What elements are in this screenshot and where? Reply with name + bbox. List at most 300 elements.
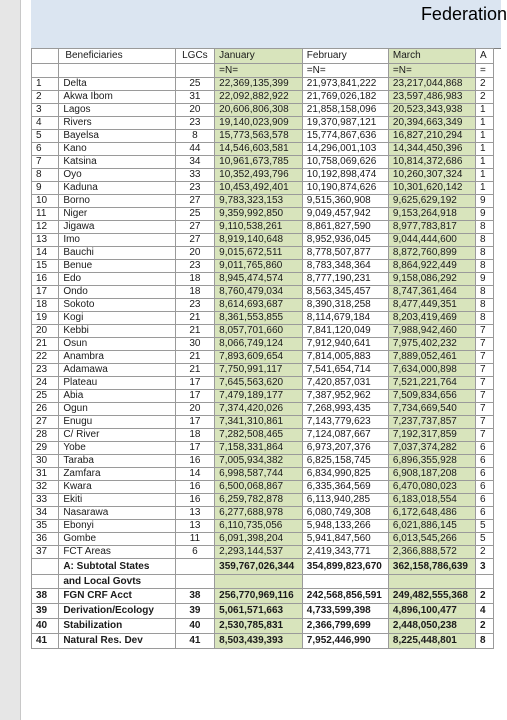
- row-index[interactable]: 3: [32, 104, 59, 117]
- april-amount[interactable]: 7: [476, 429, 494, 442]
- lgc-count[interactable]: 6: [175, 546, 214, 559]
- beneficiary-name[interactable]: Yobe: [59, 442, 175, 455]
- row-index[interactable]: 33: [32, 494, 59, 507]
- april-amount[interactable]: 6: [476, 455, 494, 468]
- beneficiary-name[interactable]: Ondo: [59, 286, 175, 299]
- unit-march[interactable]: =N=: [388, 64, 475, 78]
- beneficiary-name[interactable]: Ekiti: [59, 494, 175, 507]
- lgc-count[interactable]: 44: [175, 143, 214, 156]
- february-amount[interactable]: 4,733,599,398: [302, 604, 388, 619]
- row-index[interactable]: 38: [32, 589, 59, 604]
- march-amount[interactable]: 10,814,372,686: [388, 156, 475, 169]
- january-amount[interactable]: 6,998,587,744: [215, 468, 303, 481]
- february-amount[interactable]: 9,515,360,908: [302, 195, 388, 208]
- beneficiary-name[interactable]: Kaduna: [59, 182, 175, 195]
- row-index[interactable]: 40: [32, 619, 59, 634]
- april-amount[interactable]: 8: [476, 234, 494, 247]
- march-amount[interactable]: 9,158,086,292: [388, 273, 475, 286]
- february-amount[interactable]: 8,783,348,364: [302, 260, 388, 273]
- february-amount[interactable]: 7,841,120,049: [302, 325, 388, 338]
- march-amount[interactable]: 2,448,050,238: [388, 619, 475, 634]
- february-amount[interactable]: 6,080,749,308: [302, 507, 388, 520]
- lgc-count[interactable]: 18: [175, 429, 214, 442]
- march-amount[interactable]: 8,872,760,899: [388, 247, 475, 260]
- march-amount[interactable]: 7,509,834,656: [388, 390, 475, 403]
- january-amount[interactable]: 9,359,992,850: [215, 208, 303, 221]
- april-amount[interactable]: 8: [476, 312, 494, 325]
- lgc-count[interactable]: 17: [175, 416, 214, 429]
- lgc-count[interactable]: 16: [175, 455, 214, 468]
- january-amount[interactable]: 8,919,140,648: [215, 234, 303, 247]
- row-index[interactable]: 2: [32, 91, 59, 104]
- january-amount[interactable]: 8,945,474,574: [215, 273, 303, 286]
- january-amount[interactable]: 9,783,323,153: [215, 195, 303, 208]
- row-index[interactable]: 35: [32, 520, 59, 533]
- subtotal-january[interactable]: 359,767,026,344: [215, 559, 303, 575]
- april-amount[interactable]: 6: [476, 507, 494, 520]
- january-amount[interactable]: 8,361,553,855: [215, 312, 303, 325]
- february-amount[interactable]: 5,941,847,560: [302, 533, 388, 546]
- row-index[interactable]: 28: [32, 429, 59, 442]
- row-index[interactable]: 30: [32, 455, 59, 468]
- beneficiary-name[interactable]: Borno: [59, 195, 175, 208]
- january-amount[interactable]: 7,374,420,026: [215, 403, 303, 416]
- beneficiary-name[interactable]: Imo: [59, 234, 175, 247]
- january-amount[interactable]: 6,500,068,867: [215, 481, 303, 494]
- march-amount[interactable]: 8,203,419,469: [388, 312, 475, 325]
- february-amount[interactable]: 7,952,446,990: [302, 634, 388, 649]
- row-index[interactable]: 25: [32, 390, 59, 403]
- beneficiary-name[interactable]: Lagos: [59, 104, 175, 117]
- header-january[interactable]: January: [215, 49, 303, 64]
- march-amount[interactable]: 7,521,221,764: [388, 377, 475, 390]
- row-index[interactable]: 31: [32, 468, 59, 481]
- row-index[interactable]: 20: [32, 325, 59, 338]
- beneficiary-name[interactable]: Plateau: [59, 377, 175, 390]
- march-amount[interactable]: 9,153,264,918: [388, 208, 475, 221]
- january-amount[interactable]: 8,760,479,034: [215, 286, 303, 299]
- january-amount[interactable]: 19,140,023,909: [215, 117, 303, 130]
- row-index[interactable]: 16: [32, 273, 59, 286]
- april-amount[interactable]: 2: [476, 546, 494, 559]
- lgc-count[interactable]: 39: [175, 604, 214, 619]
- march-amount[interactable]: 14,344,450,396: [388, 143, 475, 156]
- subtotal-march-2[interactable]: [388, 575, 475, 589]
- march-amount[interactable]: 6,470,080,023: [388, 481, 475, 494]
- february-amount[interactable]: 8,390,318,258: [302, 299, 388, 312]
- lgc-count[interactable]: 34: [175, 156, 214, 169]
- lgc-count[interactable]: 40: [175, 619, 214, 634]
- lgc-count[interactable]: 23: [175, 182, 214, 195]
- beneficiary-name[interactable]: Gombe: [59, 533, 175, 546]
- beneficiary-name[interactable]: Bayelsa: [59, 130, 175, 143]
- april-amount[interactable]: 7: [476, 403, 494, 416]
- march-amount[interactable]: 2,366,888,572: [388, 546, 475, 559]
- row-index[interactable]: 17: [32, 286, 59, 299]
- march-amount[interactable]: 8,977,783,817: [388, 221, 475, 234]
- january-amount[interactable]: 8,057,701,660: [215, 325, 303, 338]
- january-amount[interactable]: 6,259,782,878: [215, 494, 303, 507]
- beneficiary-name[interactable]: Jigawa: [59, 221, 175, 234]
- february-amount[interactable]: 6,113,940,285: [302, 494, 388, 507]
- april-amount[interactable]: 1: [476, 130, 494, 143]
- header-april[interactable]: A: [476, 49, 494, 64]
- lgc-count[interactable]: 23: [175, 260, 214, 273]
- january-amount[interactable]: 8,066,749,124: [215, 338, 303, 351]
- february-amount[interactable]: 10,190,874,626: [302, 182, 388, 195]
- march-amount[interactable]: 6,908,187,208: [388, 468, 475, 481]
- row-index[interactable]: 11: [32, 208, 59, 221]
- row-index[interactable]: 41: [32, 634, 59, 649]
- april-amount[interactable]: 2: [476, 78, 494, 91]
- beneficiary-name[interactable]: Stabilization: [59, 619, 175, 634]
- january-amount[interactable]: 8,503,439,393: [215, 634, 303, 649]
- february-amount[interactable]: 8,952,936,045: [302, 234, 388, 247]
- subtotal-index[interactable]: [32, 559, 59, 575]
- row-index[interactable]: 27: [32, 416, 59, 429]
- january-amount[interactable]: 5,061,571,663: [215, 604, 303, 619]
- april-amount[interactable]: 9: [476, 208, 494, 221]
- april-amount[interactable]: 2: [476, 619, 494, 634]
- march-amount[interactable]: 7,634,000,898: [388, 364, 475, 377]
- row-index[interactable]: 8: [32, 169, 59, 182]
- march-amount[interactable]: 4,896,100,477: [388, 604, 475, 619]
- lgc-count[interactable]: 20: [175, 104, 214, 117]
- lgc-count[interactable]: 21: [175, 364, 214, 377]
- january-amount[interactable]: 9,011,765,860: [215, 260, 303, 273]
- february-amount[interactable]: 15,774,867,636: [302, 130, 388, 143]
- march-amount[interactable]: 6,896,355,928: [388, 455, 475, 468]
- january-amount[interactable]: 9,110,538,261: [215, 221, 303, 234]
- header-lgcs[interactable]: LGCs: [175, 49, 214, 64]
- beneficiary-name[interactable]: Niger: [59, 208, 175, 221]
- lgc-count[interactable]: 11: [175, 533, 214, 546]
- january-amount[interactable]: 7,645,563,620: [215, 377, 303, 390]
- row-index[interactable]: 14: [32, 247, 59, 260]
- february-amount[interactable]: 8,777,190,231: [302, 273, 388, 286]
- february-amount[interactable]: 2,419,343,771: [302, 546, 388, 559]
- january-amount[interactable]: 22,369,135,399: [215, 78, 303, 91]
- april-amount[interactable]: 6: [476, 481, 494, 494]
- beneficiary-name[interactable]: FCT Areas: [59, 546, 175, 559]
- march-amount[interactable]: 6,021,886,145: [388, 520, 475, 533]
- row-index[interactable]: 13: [32, 234, 59, 247]
- lgc-count[interactable]: 25: [175, 208, 214, 221]
- lgc-count[interactable]: 21: [175, 312, 214, 325]
- march-amount[interactable]: 7,975,402,232: [388, 338, 475, 351]
- march-amount[interactable]: 10,260,307,324: [388, 169, 475, 182]
- lgc-count[interactable]: 13: [175, 507, 214, 520]
- lgc-count[interactable]: 25: [175, 78, 214, 91]
- january-amount[interactable]: 7,282,508,465: [215, 429, 303, 442]
- beneficiary-name[interactable]: Ogun: [59, 403, 175, 416]
- beneficiary-name[interactable]: Rivers: [59, 117, 175, 130]
- lgc-count[interactable]: 23: [175, 117, 214, 130]
- beneficiary-name[interactable]: Derivation/Ecology: [59, 604, 175, 619]
- lgc-count[interactable]: 38: [175, 589, 214, 604]
- january-amount[interactable]: 8,614,693,687: [215, 299, 303, 312]
- beneficiary-name[interactable]: Bauchi: [59, 247, 175, 260]
- lgc-count[interactable]: 27: [175, 195, 214, 208]
- march-amount[interactable]: 23,597,486,983: [388, 91, 475, 104]
- april-amount[interactable]: 7: [476, 351, 494, 364]
- beneficiary-name[interactable]: Benue: [59, 260, 175, 273]
- april-amount[interactable]: 7: [476, 377, 494, 390]
- april-amount[interactable]: 1: [476, 117, 494, 130]
- unit-cell-lgcs[interactable]: [175, 64, 214, 78]
- header-february[interactable]: February: [302, 49, 388, 64]
- row-index[interactable]: 21: [32, 338, 59, 351]
- row-index[interactable]: 23: [32, 364, 59, 377]
- beneficiary-name[interactable]: Anambra: [59, 351, 175, 364]
- march-amount[interactable]: 16,827,210,294: [388, 130, 475, 143]
- april-amount[interactable]: 8: [476, 260, 494, 273]
- march-amount[interactable]: 249,482,555,368: [388, 589, 475, 604]
- february-amount[interactable]: 7,268,993,435: [302, 403, 388, 416]
- february-amount[interactable]: 6,834,990,825: [302, 468, 388, 481]
- lgc-count[interactable]: 30: [175, 338, 214, 351]
- april-amount[interactable]: 7: [476, 325, 494, 338]
- row-index[interactable]: 9: [32, 182, 59, 195]
- april-amount[interactable]: 6: [476, 494, 494, 507]
- april-amount[interactable]: 1: [476, 182, 494, 195]
- april-amount[interactable]: 5: [476, 520, 494, 533]
- march-amount[interactable]: 8,864,922,449: [388, 260, 475, 273]
- march-amount[interactable]: 8,225,448,801: [388, 634, 475, 649]
- january-amount[interactable]: 15,773,563,578: [215, 130, 303, 143]
- row-index[interactable]: 19: [32, 312, 59, 325]
- row-index[interactable]: 15: [32, 260, 59, 273]
- january-amount[interactable]: 7,005,934,382: [215, 455, 303, 468]
- april-amount[interactable]: 6: [476, 442, 494, 455]
- january-amount[interactable]: 10,961,673,785: [215, 156, 303, 169]
- april-amount[interactable]: 7: [476, 390, 494, 403]
- february-amount[interactable]: 19,370,987,121: [302, 117, 388, 130]
- february-amount[interactable]: 14,296,001,103: [302, 143, 388, 156]
- beneficiary-name[interactable]: Kano: [59, 143, 175, 156]
- january-amount[interactable]: 2,293,144,537: [215, 546, 303, 559]
- beneficiary-name[interactable]: Zamfara: [59, 468, 175, 481]
- february-amount[interactable]: 8,778,507,877: [302, 247, 388, 260]
- subtotal-february[interactable]: 354,899,823,670: [302, 559, 388, 575]
- february-amount[interactable]: 7,541,654,714: [302, 364, 388, 377]
- march-amount[interactable]: 8,477,449,351: [388, 299, 475, 312]
- march-amount[interactable]: 7,734,669,540: [388, 403, 475, 416]
- subtotal-lgcs[interactable]: [175, 559, 214, 575]
- row-index[interactable]: 26: [32, 403, 59, 416]
- subtotal-lgcs-2[interactable]: [175, 575, 214, 589]
- january-amount[interactable]: 7,158,331,864: [215, 442, 303, 455]
- row-index[interactable]: 5: [32, 130, 59, 143]
- january-amount[interactable]: 6,091,398,204: [215, 533, 303, 546]
- subtotal-index-2[interactable]: [32, 575, 59, 589]
- beneficiary-name[interactable]: Kwara: [59, 481, 175, 494]
- subtotal-april-2[interactable]: [476, 575, 494, 589]
- february-amount[interactable]: 242,568,856,591: [302, 589, 388, 604]
- march-amount[interactable]: 23,217,044,868: [388, 78, 475, 91]
- january-amount[interactable]: 7,750,991,117: [215, 364, 303, 377]
- april-amount[interactable]: 8: [476, 247, 494, 260]
- january-amount[interactable]: 14,546,603,581: [215, 143, 303, 156]
- april-amount[interactable]: 4: [476, 604, 494, 619]
- march-amount[interactable]: 9,625,629,192: [388, 195, 475, 208]
- february-amount[interactable]: 6,973,207,376: [302, 442, 388, 455]
- february-amount[interactable]: 21,858,158,096: [302, 104, 388, 117]
- march-amount[interactable]: 7,237,737,857: [388, 416, 475, 429]
- beneficiary-name[interactable]: Abia: [59, 390, 175, 403]
- unit-january[interactable]: =N=: [215, 64, 303, 78]
- lgc-count[interactable]: 17: [175, 377, 214, 390]
- header-march[interactable]: March: [388, 49, 475, 64]
- subtotal-january-2[interactable]: [215, 575, 303, 589]
- lgc-count[interactable]: 21: [175, 325, 214, 338]
- april-amount[interactable]: 8: [476, 286, 494, 299]
- april-amount[interactable]: 6: [476, 468, 494, 481]
- april-amount[interactable]: 7: [476, 416, 494, 429]
- beneficiary-name[interactable]: C/ River: [59, 429, 175, 442]
- unit-cell-index[interactable]: [32, 64, 59, 78]
- january-amount[interactable]: 256,770,969,116: [215, 589, 303, 604]
- beneficiary-name[interactable]: Enugu: [59, 416, 175, 429]
- lgc-count[interactable]: 27: [175, 221, 214, 234]
- april-amount[interactable]: 1: [476, 143, 494, 156]
- february-amount[interactable]: 7,420,857,031: [302, 377, 388, 390]
- beneficiary-name[interactable]: Osun: [59, 338, 175, 351]
- january-amount[interactable]: 6,277,688,978: [215, 507, 303, 520]
- row-index[interactable]: 36: [32, 533, 59, 546]
- row-index[interactable]: 7: [32, 156, 59, 169]
- row-index[interactable]: 4: [32, 117, 59, 130]
- beneficiary-name[interactable]: Delta: [59, 78, 175, 91]
- row-index[interactable]: 12: [32, 221, 59, 234]
- january-amount[interactable]: 10,453,492,401: [215, 182, 303, 195]
- february-amount[interactable]: 9,049,457,942: [302, 208, 388, 221]
- row-index[interactable]: 37: [32, 546, 59, 559]
- subtotal-february-2[interactable]: [302, 575, 388, 589]
- march-amount[interactable]: 20,523,343,938: [388, 104, 475, 117]
- row-index[interactable]: 18: [32, 299, 59, 312]
- march-amount[interactable]: 7,889,052,461: [388, 351, 475, 364]
- april-amount[interactable]: 1: [476, 156, 494, 169]
- february-amount[interactable]: 8,563,345,457: [302, 286, 388, 299]
- april-amount[interactable]: 9: [476, 195, 494, 208]
- january-amount[interactable]: 9,015,672,511: [215, 247, 303, 260]
- header-beneficiaries[interactable]: Beneficiaries: [59, 49, 175, 64]
- march-amount[interactable]: 10,301,620,142: [388, 182, 475, 195]
- february-amount[interactable]: 8,861,827,590: [302, 221, 388, 234]
- january-amount[interactable]: 2,530,785,831: [215, 619, 303, 634]
- february-amount[interactable]: 7,124,087,667: [302, 429, 388, 442]
- subtotal-april[interactable]: 3: [476, 559, 494, 575]
- row-index[interactable]: 34: [32, 507, 59, 520]
- march-amount[interactable]: 6,172,648,486: [388, 507, 475, 520]
- february-amount[interactable]: 7,143,779,623: [302, 416, 388, 429]
- unit-april[interactable]: =: [476, 64, 494, 78]
- april-amount[interactable]: 1: [476, 104, 494, 117]
- lgc-count[interactable]: 20: [175, 403, 214, 416]
- april-amount[interactable]: 5: [476, 533, 494, 546]
- beneficiary-name[interactable]: Sokoto: [59, 299, 175, 312]
- april-amount[interactable]: 8: [476, 221, 494, 234]
- april-amount[interactable]: 8: [476, 634, 494, 649]
- april-amount[interactable]: 7: [476, 338, 494, 351]
- february-amount[interactable]: 6,335,364,569: [302, 481, 388, 494]
- april-amount[interactable]: 2: [476, 91, 494, 104]
- march-amount[interactable]: 7,037,374,282: [388, 442, 475, 455]
- spreadsheet-area[interactable]: [31, 0, 507, 720]
- lgc-count[interactable]: 17: [175, 390, 214, 403]
- april-amount[interactable]: 7: [476, 364, 494, 377]
- january-amount[interactable]: 7,479,189,177: [215, 390, 303, 403]
- january-amount[interactable]: 22,092,882,922: [215, 91, 303, 104]
- february-amount[interactable]: 7,387,952,962: [302, 390, 388, 403]
- beneficiary-name[interactable]: Kogi: [59, 312, 175, 325]
- row-index[interactable]: 24: [32, 377, 59, 390]
- beneficiary-name[interactable]: Ebonyi: [59, 520, 175, 533]
- beneficiary-name[interactable]: Taraba: [59, 455, 175, 468]
- february-amount[interactable]: 2,366,799,699: [302, 619, 388, 634]
- lgc-count[interactable]: 17: [175, 442, 214, 455]
- beneficiary-name[interactable]: FGN CRF Acct: [59, 589, 175, 604]
- february-amount[interactable]: 10,192,898,474: [302, 169, 388, 182]
- beneficiary-name[interactable]: Katsina: [59, 156, 175, 169]
- beneficiary-name[interactable]: Nasarawa: [59, 507, 175, 520]
- february-amount[interactable]: 5,948,133,266: [302, 520, 388, 533]
- beneficiary-name[interactable]: Natural Res. Dev: [59, 634, 175, 649]
- lgc-count[interactable]: 21: [175, 351, 214, 364]
- april-amount[interactable]: 8: [476, 299, 494, 312]
- beneficiary-name[interactable]: Adamawa: [59, 364, 175, 377]
- beneficiary-name[interactable]: Kebbi: [59, 325, 175, 338]
- row-index[interactable]: 32: [32, 481, 59, 494]
- february-amount[interactable]: 10,758,069,626: [302, 156, 388, 169]
- lgc-count[interactable]: 20: [175, 247, 214, 260]
- march-amount[interactable]: 8,747,361,464: [388, 286, 475, 299]
- beneficiary-name[interactable]: Oyo: [59, 169, 175, 182]
- february-amount[interactable]: 7,912,940,641: [302, 338, 388, 351]
- february-amount[interactable]: 21,769,026,182: [302, 91, 388, 104]
- lgc-count[interactable]: 31: [175, 91, 214, 104]
- march-amount[interactable]: 6,183,018,554: [388, 494, 475, 507]
- lgc-count[interactable]: 14: [175, 468, 214, 481]
- january-amount[interactable]: 6,110,735,056: [215, 520, 303, 533]
- february-amount[interactable]: 7,814,005,883: [302, 351, 388, 364]
- lgc-count[interactable]: 13: [175, 520, 214, 533]
- row-index[interactable]: 10: [32, 195, 59, 208]
- april-amount[interactable]: 2: [476, 589, 494, 604]
- row-index[interactable]: 39: [32, 604, 59, 619]
- january-amount[interactable]: 7,341,310,861: [215, 416, 303, 429]
- march-amount[interactable]: 6,013,545,266: [388, 533, 475, 546]
- unit-cell-beneficiaries[interactable]: [59, 64, 175, 78]
- header-cell-index[interactable]: [32, 49, 59, 64]
- lgc-count[interactable]: 16: [175, 481, 214, 494]
- lgc-count[interactable]: 41: [175, 634, 214, 649]
- lgc-count[interactable]: 16: [175, 494, 214, 507]
- january-amount[interactable]: 20,606,806,308: [215, 104, 303, 117]
- lgc-count[interactable]: 23: [175, 299, 214, 312]
- row-index[interactable]: 22: [32, 351, 59, 364]
- lgc-count[interactable]: 33: [175, 169, 214, 182]
- unit-february[interactable]: =N=: [302, 64, 388, 78]
- lgc-count[interactable]: 18: [175, 286, 214, 299]
- row-index[interactable]: 6: [32, 143, 59, 156]
- subtotal-march[interactable]: 362,158,786,639: [388, 559, 475, 575]
- lgc-count[interactable]: 8: [175, 130, 214, 143]
- subtotal-label[interactable]: A: Subtotal States: [59, 559, 175, 575]
- january-amount[interactable]: 10,352,493,796: [215, 169, 303, 182]
- subtotal-label-2[interactable]: and Local Govts: [59, 575, 175, 589]
